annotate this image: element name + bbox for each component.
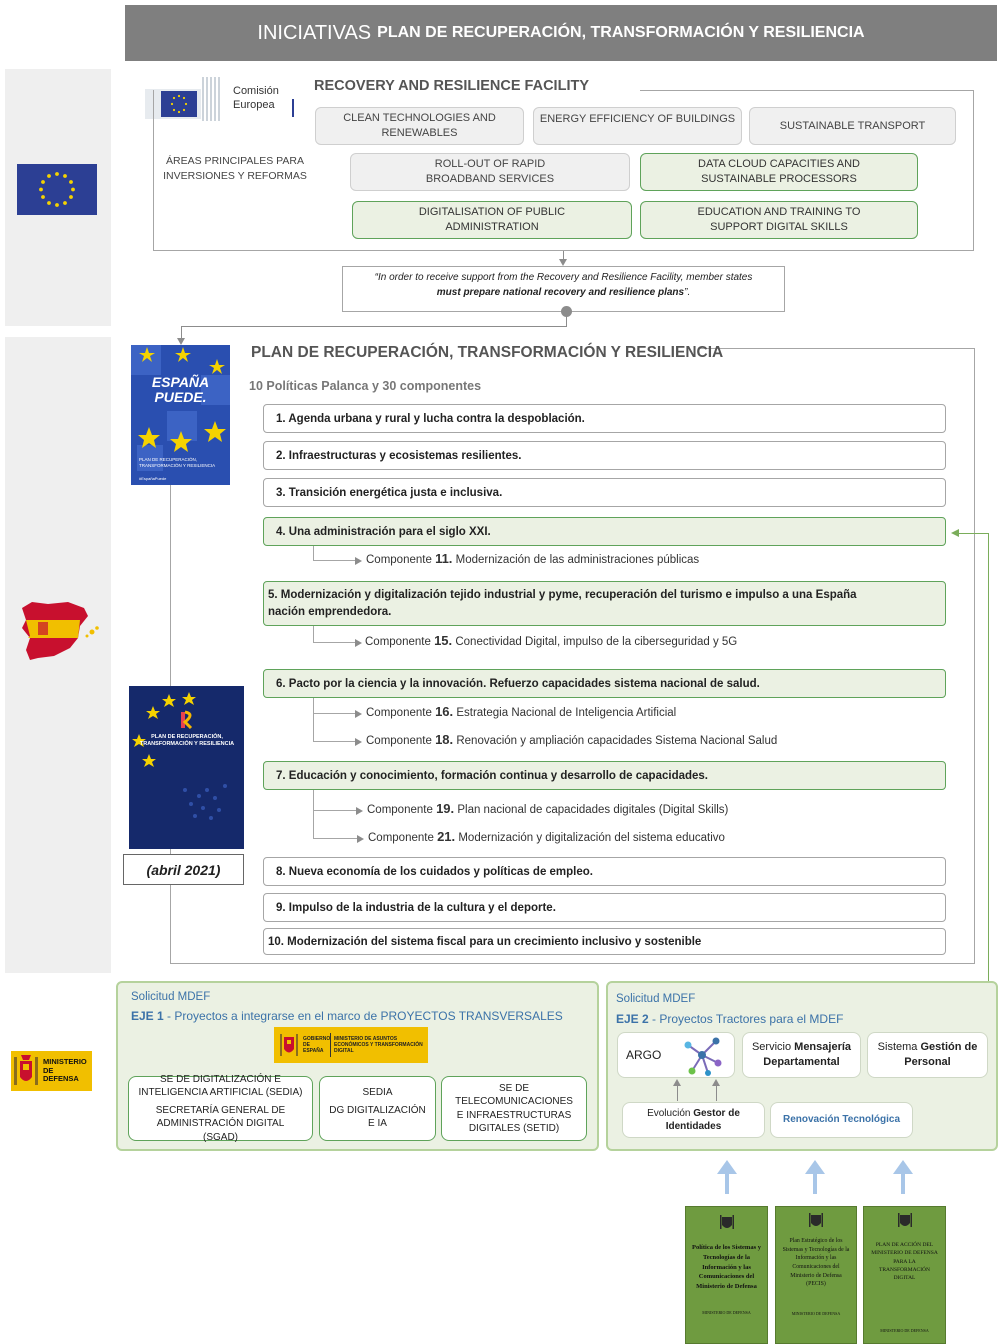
area-education-digital-skills: EDUCATION AND TRAINING TO SUPPORT DIGITAL SKILLS xyxy=(640,201,918,239)
policy-1: 1. Agenda urbana y rural y lucha contra la despoblación. xyxy=(263,404,946,433)
plan-date: (abril 2021) xyxy=(123,854,244,885)
policy-2: 2. Infraestructuras y ecosistemas resilientes. xyxy=(263,441,946,470)
doc1-title: Política de los Sistemas y Tecnologías de la Información y las Comunicaciones del Ministerio de Defensa xyxy=(692,1244,761,1290)
component-11: Componente 11. Modernización de las administraciones públicas xyxy=(366,551,700,566)
mdef-logo-text: MINISTERIO DE DEFENSA xyxy=(43,1057,87,1084)
policy-8: 8. Nueva economía de los cuidados y políticas de empleo. xyxy=(263,857,946,886)
up-arrow-2 xyxy=(805,1160,825,1194)
title-main: PLAN DE RECUPERACIÓN, TRANSFORMACIÓN Y RESILIENCIA xyxy=(377,24,865,41)
cover1-line2: PUEDE. xyxy=(154,388,207,405)
doc-politica-sistemas xyxy=(685,1206,768,1344)
quote-bold: must prepare national recovery and resilience plans xyxy=(436,287,685,298)
coat-of-arms-icon xyxy=(11,1053,41,1089)
eje2-title: EJE 2 - Proyectos Tractores para el MDEF xyxy=(616,1012,844,1026)
doc1-footer: MINISTERIO DE DEFENSA xyxy=(702,1309,751,1315)
cover2-title: PLAN DE RECUPERACIÓN, TRANSFORMACIÓN Y RESILIENCIA xyxy=(139,734,235,748)
spain-map-icon xyxy=(18,598,102,662)
rrf-quote xyxy=(342,266,785,312)
evolucion-gestor-box[interactable]: Evolución Gestor de Identidades xyxy=(622,1102,765,1138)
rrf-title: RECOVERY AND RESILIENCE FACILITY xyxy=(314,78,589,94)
component-18: Componente 18. Renovación y ampliación capacidades Sistema Nacional Salud xyxy=(366,732,778,747)
doc2-title: Plan Estratégico de los Sistemas y Tecnologías de la Información y las Comunicaciones del Ministerio de Defensa (PECIS) xyxy=(782,1238,850,1288)
area-clean-tech: CLEAN TECHNOLOGIES AND RENEWABLES xyxy=(315,107,524,145)
areas-label: ÁREAS PRINCIPALES PARA INVERSIONES Y REFORMAS xyxy=(163,155,307,182)
box-sgad: SECRETARÍA GENERAL DE ADMINISTRACIÓN DIGITAL (SGAD) xyxy=(155,1104,286,1143)
up-arrow-3 xyxy=(893,1160,913,1194)
cover1-tag: #EspañaPuede xyxy=(139,476,167,481)
box-sedia-line: SEDIA xyxy=(362,1087,393,1099)
sistema-gestion-box[interactable]: Sistema Gestión de Personal xyxy=(867,1032,988,1078)
box-sedia-line1: SE DE DIGITALIZACIÓN E INTELIGENCIA ARTIFICIAL (SEDIA) xyxy=(138,1073,303,1099)
logo-line1: Comisión xyxy=(233,85,279,98)
eje2-label: Solicitud MDEF xyxy=(616,993,696,1005)
component-21: Componente 21. Modernización y digitalización del sistema educativo xyxy=(368,829,725,844)
box-sedia-sgad xyxy=(128,1073,313,1143)
area-broadband: ROLL-OUT OF RAPID BROADBAND SERVICES xyxy=(350,153,630,191)
gov-logo-left: GOBIERNO DE ESPAÑA xyxy=(303,1036,331,1054)
eu-flag-icon xyxy=(17,164,97,215)
policy-4: 4. Una administración para el siglo XXI. xyxy=(263,517,946,546)
network-icon xyxy=(680,1033,724,1077)
cover1-small: PLAN DE RECUPERACIÓN, TRANSFORMACIÓN Y RESILIENCIA xyxy=(139,457,216,468)
area-energy-efficiency: ENERGY EFFICIENCY OF BUILDINGS xyxy=(533,107,742,145)
argo-label: ARGO xyxy=(626,1047,662,1062)
policy-10: 10. Modernización del sistema fiscal para un crecimiento inclusivo y sostenible xyxy=(263,928,946,955)
policy-6: 6. Pacto por la ciencia y la innovación. Refuerzo capacidades sistema nacional de salud. xyxy=(263,669,946,698)
policy-7: 7. Educación y conocimiento, formación continua y desarrollo de capacidades. xyxy=(263,761,946,790)
title-prefix: INICIATIVAS xyxy=(257,21,372,44)
doc-coat-icon xyxy=(808,1211,824,1229)
doc-coat-icon xyxy=(719,1213,735,1231)
mdef-logo xyxy=(11,1051,92,1091)
gov-logo-right: MINISTERIO DE ASUNTOS ECONÓMICOS Y TRANSFORMACIÓN DIGITAL xyxy=(334,1036,423,1054)
doc-plan-accion xyxy=(863,1206,946,1344)
doc-coat-icon xyxy=(897,1211,913,1229)
policy-9: 9. Impulso de la industria de la cultura y el deporte. xyxy=(263,893,946,922)
doc3-footer: MINISTERIO DE DEFENSA xyxy=(880,1328,929,1334)
area-data-cloud: DATA CLOUD CAPACITIES AND SUSTAINABLE PROCESSORS xyxy=(640,153,918,191)
plan-subtitle: 10 Políticas Palanca y 30 componentes xyxy=(249,379,482,393)
eje1-label: Solicitud MDEF xyxy=(131,991,211,1003)
box-dg-digitalizacion: DG DIGITALIZACIÓN E IA xyxy=(329,1104,426,1130)
policy-3: 3. Transición energética justa e inclusiva. xyxy=(263,478,946,507)
area-digital-admin: DIGITALISATION OF PUBLIC ADMINISTRATION xyxy=(352,201,632,239)
espana-puede-cover xyxy=(131,345,230,485)
box-setid: SE DE TELECOMUNICACIONES E INFRAESTRUCTURAS DIGITALES (SETID) xyxy=(441,1076,587,1141)
box-sedia-dg xyxy=(319,1076,436,1141)
logo-line2: Europea xyxy=(233,99,275,111)
doc2-footer: MINISTERIO DE DEFENSA xyxy=(791,1311,841,1317)
doc3-title: PLAN DE ACCIÓN DEL MINISTERIO DE DEFENSA PARA LA TRANSFORMACIÓN DIGITAL xyxy=(871,1242,938,1281)
gobierno-logo xyxy=(274,1027,428,1063)
component-15: Componente 15. Conectividad Digital, impulso de la ciberseguridad y 5G xyxy=(365,633,738,648)
quote-end: ”. xyxy=(684,287,691,298)
plan-cover-2021 xyxy=(129,686,244,849)
policy-5: 5. Modernización y digitalización tejido industrial y pyme, recuperación del turismo e impulso a una España nación emprendedora. xyxy=(263,581,946,626)
eje1-title: EJE 1 - Proyectos a integrarse en el marco de PROYECTOS TRANSVERSALES xyxy=(131,1009,563,1023)
up-arrow-1 xyxy=(717,1160,737,1194)
quote-text: “In order to receive support from the Recovery and Resilience Facility, member states xyxy=(374,272,753,283)
page-title xyxy=(125,5,997,61)
renovacion-tecnologica-box[interactable]: Renovación Tecnológica xyxy=(770,1102,913,1138)
doc-plan-estrategico xyxy=(775,1206,857,1344)
area-sustainable-transport: SUSTAINABLE TRANSPORT xyxy=(749,107,956,145)
gov-coat-icon xyxy=(278,1031,300,1059)
plan-title: PLAN DE RECUPERACIÓN, TRANSFORMACIÓN Y RESILIENCIA xyxy=(251,344,724,361)
component-19: Componente 19. Plan nacional de capacidades digitales (Digital Skills) xyxy=(367,801,729,816)
cover1-line1: ESPAÑA xyxy=(151,374,210,390)
servicio-mensajeria-box[interactable]: Servicio Mensajería Departamental xyxy=(742,1032,861,1078)
component-16: Componente 16. Estrategia Nacional de Inteligencia Artificial xyxy=(366,704,677,719)
